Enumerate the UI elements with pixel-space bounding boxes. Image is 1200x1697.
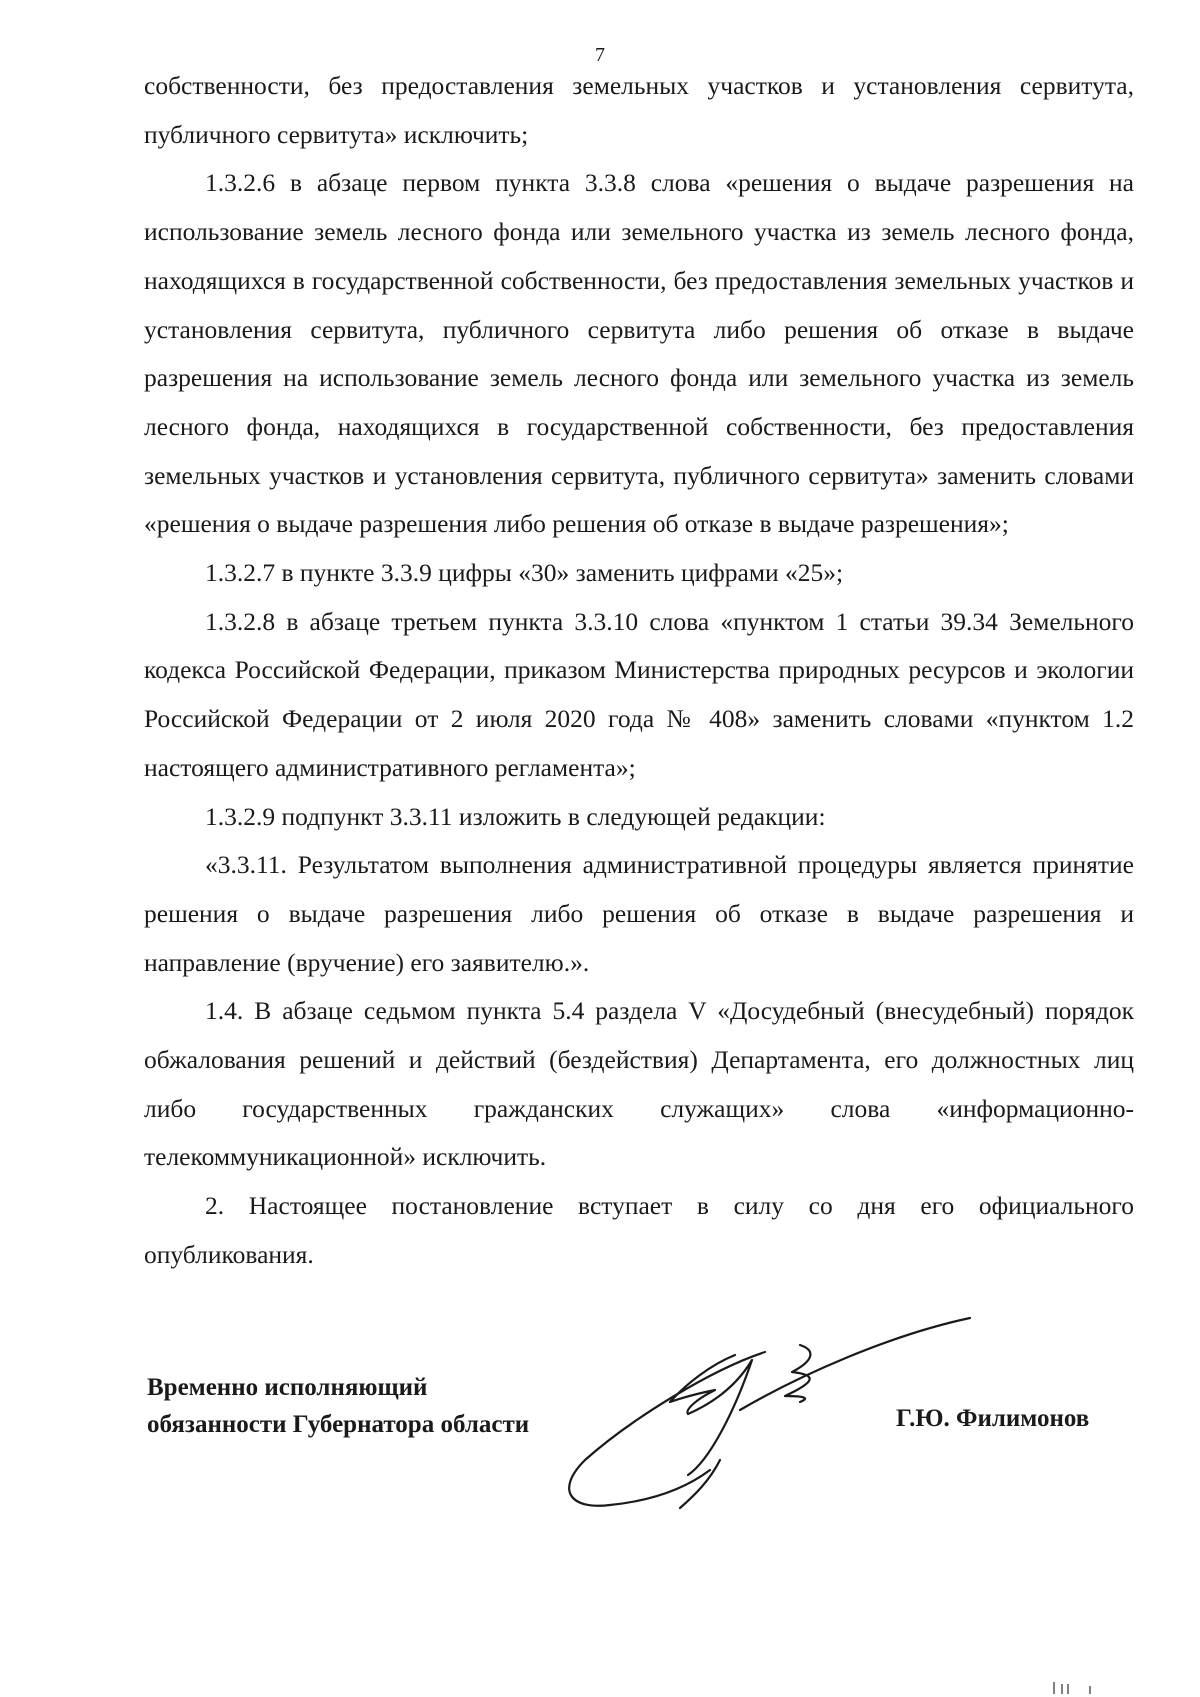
document-body	[144, 62, 1134, 1280]
signer-title-line-2: обязанности Губернатора области	[147, 1411, 530, 1438]
paragraph-1-3-2-8: 1.3.2.8 в абзаце третьем пункта 3.3.10 слова «пунктом 1 статьи 39.34 Земельного кодекса Российской Федерации, приказом Министерства природных ресурсов и экологии Российской Федерации от 2 июля 2020 года № 408» заменить словами «пунктом 1.2 настоящего административного регламента»;	[144, 606, 1134, 782]
paragraph-1-3-2-6: 1.3.2.6 в абзаце первом пункта 3.3.8 слова «решения о выдаче разрешения на использование земель лесного фонда или земельного участка из земель лесного фонда, находящихся в государственной собственности, без предоставления земельных участков и установления сервитута, публичного сервитута либо решения об отказе в выдаче разрешения на использование земель лесного фонда или земельного участка из земель лесного фонда, находящихся в государственной собственности, без предоставления земельных участков и установления сервитута, публичного сервитута» заменить словами «решения о выдаче разрешения либо решения об отказе в выдаче разрешения»;	[144, 168, 1134, 539]
paragraph-3-3-11-quote: «3.3.11. Результатом выполнения административной процедуры является принятие решения о выдаче разрешения либо решения об отказе в выдаче разрешения и направление (вручение) его заявителю.».	[144, 850, 1134, 977]
paragraph-1-4: 1.4. В абзаце седьмом пункта 5.4 раздела V «Досудебный (внесудебный) порядок обжалования решений и действий (бездействия) Департамента, его должностных лиц либо государственных гражданских служащих» слова «информационно-телекоммуникационной» исключить.	[144, 996, 1134, 1172]
signer-title-line-1: Временно исполняющий	[147, 1374, 428, 1401]
paragraph-2: 2. Настоящее постановление вступает в силу со дня его официального опубликования.	[144, 1191, 1134, 1269]
paragraph-1-3-2-9: 1.3.2.9 подпункт 3.3.11 изложить в следующей редакции:	[205, 801, 826, 831]
signer-name: Г.Ю. Филимонов	[896, 1405, 1090, 1432]
signer-title	[147, 1369, 529, 1443]
paragraph-1-3-2-7: 1.3.2.7 в пункте 3.3.9 цифры «30» заменить цифрами «25»;	[205, 558, 844, 588]
page-number: 7	[595, 44, 605, 66]
paragraph-continuation: собственности, без предоставления земельных участков и установления сервитута, публичного сервитута» исключить;	[144, 71, 1134, 149]
scan-artifact-mark	[1050, 1680, 1130, 1696]
